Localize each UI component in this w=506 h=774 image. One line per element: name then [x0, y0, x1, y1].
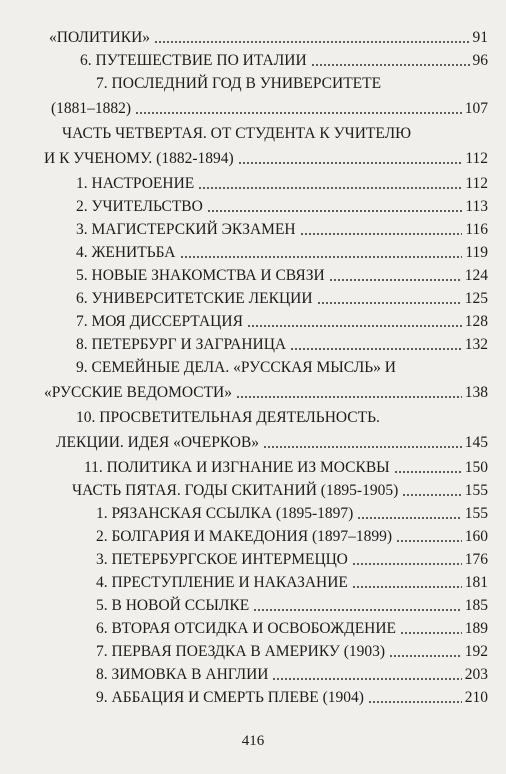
toc-entry-title: И К УЧЕНОМУ. (1882-1894): [44, 147, 236, 170]
dot-leader: [394, 471, 462, 473]
toc-entry-title: ЧАСТЬ ЧЕТВЕРТАЯ. ОТ СТУДЕНТА К УЧИТЕЛЮ: [62, 122, 413, 145]
toc-entry-title: 2. УЧИТЕЛЬСТВО: [76, 195, 205, 218]
toc-entry: [0, 97, 506, 122]
toc-entry-page: 176: [464, 551, 488, 568]
dot-leader: [368, 701, 462, 703]
toc-entry-page: 112: [465, 150, 488, 167]
toc-entry: [0, 310, 506, 333]
toc-entry: [0, 264, 506, 287]
dot-leader: [396, 540, 462, 542]
dot-leader: [198, 187, 462, 189]
toc-entry-title: 6. ВТОРАЯ ОТСИДКА И ОСВОБОЖДЕНИЕ: [96, 617, 398, 640]
toc-entry-page: 192: [464, 643, 488, 660]
toc-entry: [0, 431, 506, 456]
dot-leader: [253, 609, 462, 611]
toc-entry-title: 8. ЗИМОВКА В АНГЛИИ: [96, 663, 270, 686]
toc-entry: [0, 406, 506, 431]
toc-entry: [0, 147, 506, 172]
toc-entry: [0, 617, 506, 640]
dot-leader: [263, 446, 462, 448]
dot-leader: [207, 210, 462, 212]
toc-entry-title: «РУССКИЕ ВЕДОМОСТИ»: [44, 381, 234, 404]
toc-entry-title: 5. НОВЫЕ ЗНАКОМСТВА И СВЯЗИ: [76, 264, 327, 287]
toc-entry-title: 5. В НОВОЙ ССЫЛКЕ: [96, 594, 251, 617]
dot-leader: [236, 396, 462, 398]
toc-entry: [0, 663, 506, 686]
dot-leader: [300, 233, 463, 235]
toc-entry-title: ЛЕКЦИИ. ИДЕЯ «ОЧЕРКОВ»: [56, 431, 261, 454]
toc-entry-page: 203: [464, 666, 488, 683]
toc-entry: [0, 502, 506, 525]
toc-entry: [0, 72, 506, 97]
toc-entry-title: 6. УНИВЕРСИТЕТСКИЕ ЛЕКЦИИ: [76, 287, 315, 310]
toc-entry: [0, 49, 506, 72]
toc-entry-page: 138: [464, 384, 488, 401]
dot-leader: [357, 517, 461, 519]
toc-entry: [0, 218, 506, 241]
toc-entry-title: 6. ПУТЕШЕСТВИЕ ПО ИТАЛИИ: [80, 49, 309, 72]
toc-entry-page: 124: [464, 267, 488, 284]
toc-entry: [0, 287, 506, 310]
toc-entry-page: 91: [472, 29, 488, 46]
toc-entry-title: 1. НАСТРОЕНИЕ: [76, 172, 196, 195]
toc-entry-title: 7. ПЕРВАЯ ПОЕЗДКА В АМЕРИКУ (1903): [96, 640, 387, 663]
toc-entry-page: 155: [464, 505, 488, 522]
toc-entry-title: ЧАСТЬ ПЯТАЯ. ГОДЫ СКИТАНИЙ (1895-1905): [72, 479, 400, 502]
toc-entry: [0, 356, 506, 381]
dot-leader: [238, 162, 463, 164]
toc-entry-title: 7. МОЯ ДИССЕРТАЦИЯ: [76, 310, 245, 333]
toc-entry-title: 1. РЯЗАНСКАЯ ССЫЛКА (1895-1897): [96, 502, 355, 525]
toc-entry-page: 185: [464, 597, 488, 614]
toc-entry-page: 128: [464, 313, 488, 330]
dot-leader: [290, 348, 462, 350]
toc-entry-title: 3. ПЕТЕРБУРГСКОЕ ИНТЕРМЕЦЦО: [96, 548, 350, 571]
toc-entry-page: 113: [465, 198, 488, 215]
toc-entry-page: 160: [464, 528, 488, 545]
dot-leader: [400, 632, 462, 634]
toc-entry-page: 155: [464, 482, 488, 499]
toc-entry-title: 11. ПОЛИТИКА И ИЗГНАНИЕ ИЗ МОСКВЫ: [84, 456, 392, 479]
toc-entry: [0, 122, 506, 147]
toc-entry-page: 125: [464, 290, 488, 307]
dot-leader: [135, 112, 462, 114]
toc-entry-page: 132: [464, 336, 488, 353]
dot-leader: [180, 256, 463, 258]
toc-entry-page: 112: [465, 175, 488, 192]
dot-leader: [389, 655, 462, 657]
toc-entry-page: 150: [464, 459, 488, 476]
toc-entry: [0, 525, 506, 548]
toc-entry-title: 8. ПЕТЕРБУРГ И ЗАГРАНИЦА: [76, 333, 288, 356]
toc-entry: [0, 594, 506, 617]
toc-entry-title: 10. ПРОСВЕТИТЕЛЬНАЯ ДЕЯТЕЛЬНОСТЬ.: [76, 406, 382, 429]
dot-leader: [272, 678, 461, 680]
toc-entry-page: 107: [464, 100, 488, 117]
toc-entry-page: 96: [472, 52, 488, 69]
toc-entry: [0, 172, 506, 195]
toc-entry: [0, 333, 506, 356]
dot-leader: [247, 325, 462, 327]
toc-entry: [0, 456, 506, 479]
toc-entry: [0, 381, 506, 406]
toc-entry: [0, 571, 506, 594]
toc-entry-title: 4. ПРЕСТУПЛЕНИЕ И НАКАЗАНИЕ: [96, 571, 350, 594]
toc-entry-page: 116: [465, 221, 488, 238]
toc-entry-title: 2. БОЛГАРИЯ И МАКЕДОНИЯ (1897–1899): [96, 525, 394, 548]
toc-entry-page: 145: [464, 434, 488, 451]
dot-leader: [154, 41, 469, 43]
dot-leader: [317, 302, 462, 304]
toc-entry-title: (1881–1882): [51, 97, 133, 120]
dot-leader: [311, 64, 470, 66]
toc-entry: [0, 26, 506, 49]
toc-entry: [0, 686, 506, 709]
toc-entry-title: 3. МАГИСТЕРСКИЙ ЭКЗАМЕН: [76, 218, 298, 241]
toc-entry-page: 181: [464, 574, 488, 591]
page-number: 416: [241, 733, 265, 749]
toc-entry-title: 9. АББАЦИЯ И СМЕРТЬ ПЛЕВЕ (1904): [96, 686, 366, 709]
toc-entry: [0, 640, 506, 663]
dot-leader: [329, 279, 462, 281]
table-of-contents: [0, 26, 506, 709]
toc-entry-title: 7. ПОСЛЕДНИЙ ГОД В УНИВЕРСИТЕТЕ: [96, 72, 383, 95]
toc-entry-title: 4. ЖЕНИТЬБА: [76, 241, 178, 264]
dot-leader: [402, 494, 462, 496]
toc-entry: [0, 479, 506, 502]
toc-entry: [0, 241, 506, 264]
toc-entry-page: 210: [464, 689, 488, 706]
dot-leader: [352, 563, 462, 565]
toc-entry: [0, 548, 506, 571]
dot-leader: [352, 586, 462, 588]
toc-entry: [0, 195, 506, 218]
toc-entry-page: 119: [465, 244, 488, 261]
toc-entry-title: 9. СЕМЕЙНЫЕ ДЕЛА. «РУССКАЯ МЫСЛЬ» И: [76, 356, 398, 379]
toc-entry-page: 189: [464, 620, 488, 637]
toc-entry-title: «ПОЛИТИКИ»: [49, 26, 152, 49]
